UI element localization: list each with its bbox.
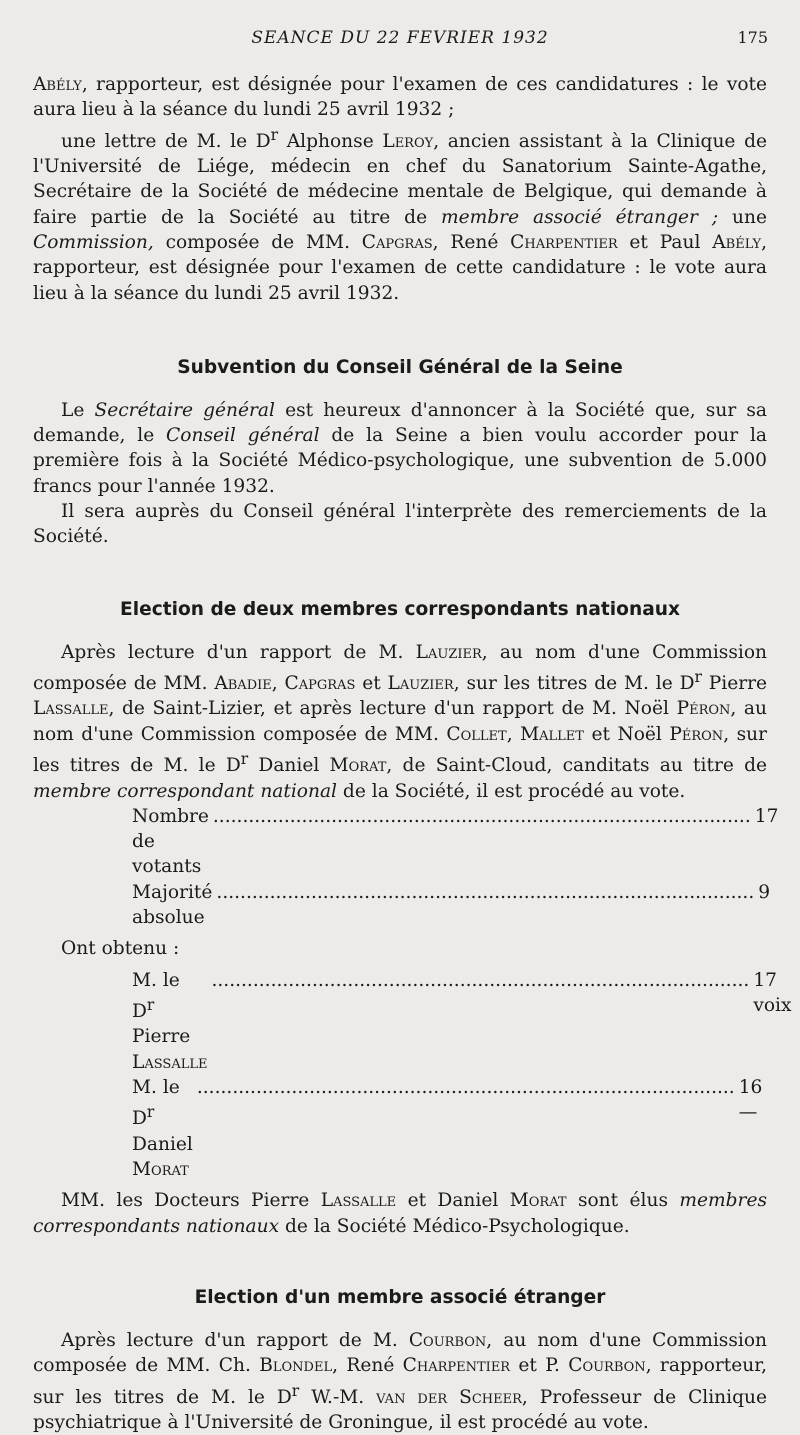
ont-obtenu-label: Ont obtenu :	[61, 938, 180, 960]
running-header	[0, 28, 800, 52]
dot-leader: ...........................................................................................	[196, 1076, 735, 1098]
dot-leader: ...........................................................................................	[216, 881, 755, 903]
page-body	[33, 72, 792, 1435]
heading-subvention: Subvention du Conseil Général de la Seine	[177, 356, 623, 378]
majorite-value: 9	[758, 881, 771, 903]
paragraph-abely-candidatures: Abély, rapporteur, est désignée pour l'examen de ces candidatures : le vote aura lieu à la séance du lundi 25 avril 1932 ;	[33, 74, 767, 121]
dot-leader: ...........................................................................................	[212, 805, 751, 827]
result-row-morat	[132, 1075, 763, 1182]
result-name-lassalle: M. le $D^r$ Pierre Lassalle	[132, 969, 208, 1073]
header-title: SEANCE DU 22 FEVRIER 1932	[251, 28, 549, 48]
votants-value: 17	[754, 805, 779, 827]
heading-election-associe: Election d'un membre associé étranger	[194, 1286, 606, 1308]
result-row-lassalle	[132, 968, 792, 1075]
dot-leader: ...........................................................................................	[211, 969, 750, 991]
paragraph-election-correspondants: Après lecture d'un rapport de M. Lauzier, au nom d'une Commission composée de MM. Abadie, Capgras et Lauzier, sur les titres de M. le $D^r$ Pierre Lassalle, de Saint-Lizier, et après lecture d'un rapport de M. Noël Péron, au nom d'une Commission composée de MM. Collet, Mallet et Noël Péron, sur les titres de M. le $D^r$ Daniel Morat, de Saint-Cloud, canditats au titre de membre correspondant national de la Société, il est procédé au vote.	[33, 641, 768, 802]
heading-election-correspondants: Election de deux membres correspondants nationaux	[120, 598, 680, 620]
majorite-row	[132, 880, 771, 931]
result-votes-morat: 16 —	[738, 1076, 763, 1124]
page-number: 175	[737, 28, 768, 47]
paragraph-election-associe: Après lecture d'un rapport de M. Courbon, au nom d'une Commission composée de MM. Ch. Blondel, René Charpentier et P. Courbon, rapporteur, sur les titres de M. le $D^r$ W.-M. van der Scheer, Professeur de Clinique psychiatrique à l'Université de Groningue, il est procédé au vote.	[33, 1329, 767, 1433]
paragraph-leroy-letter: une lettre de M. le $D^r$ Alphonse Leroy, ancien assistant à la Clinique de l'Université de Liége, médecin en chef du Sanatorium Sainte-Agathe, Secrétaire de la Société de médecine mentale de Belgique, qui demande à faire partie de la Société au titre de membre associé étranger ; une Commission, composée de MM. Capgras, René Charpentier et Paul Abély, rapporteur, est désignée pour l'examen de cette candidature : le vote aura lieu à la séance du lundi 25 avril 1932.	[33, 125, 767, 304]
paragraph-remerciements: Il sera auprès du Conseil général l'interprète des remerciements de la Société.	[33, 501, 767, 548]
result-votes-lassalle: 17 voix	[753, 969, 792, 1016]
paragraph-elus: MM. les Docteurs Pierre Lassalle et Daniel Morat sont élus membres correspondants nationaux de la Société Médico-Psychologique.	[33, 1190, 767, 1237]
paragraph-subvention: Le Secrétaire général est heureux d'annoncer à la Société que, sur sa demande, le Conseil général de la Seine a bien voulu accorder pour la première fois à la Société Médico-psychologique, une subvention de 5.000 francs pour l'année 1932.	[33, 399, 767, 497]
result-name-morat: M. le $D^r$ Daniel Morat	[132, 1076, 193, 1181]
votants-row	[132, 804, 779, 880]
votants-label: Nombre de votants	[132, 805, 209, 878]
majorite-label: Majorité absolue	[132, 881, 213, 928]
